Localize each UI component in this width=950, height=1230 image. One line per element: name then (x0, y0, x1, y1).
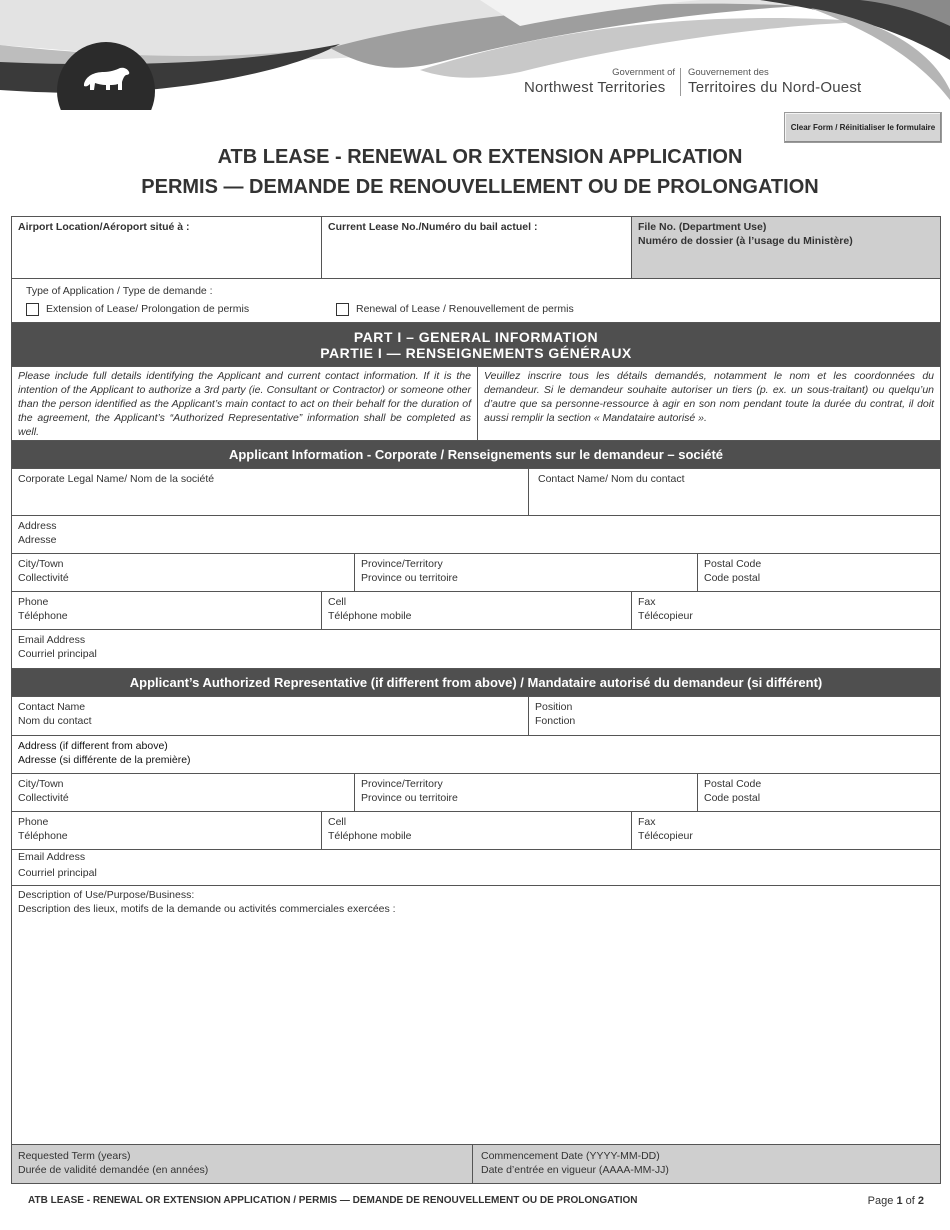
part1-header (12, 323, 940, 367)
page-current: 1 (896, 1195, 903, 1207)
rep-email-label-fr: Courriel principal (18, 867, 97, 879)
polar-bear-icon (80, 62, 132, 94)
gov-en (524, 68, 675, 95)
gov-fr (688, 68, 861, 95)
corporate-legal-name-label: Corporate Legal Name/ Nom de la société (18, 473, 215, 485)
page-of: of (905, 1195, 915, 1207)
renewal-option[interactable] (336, 302, 574, 316)
rep-email-label-en: Email Address (18, 851, 86, 863)
rep-fax-field[interactable] (632, 812, 940, 849)
requested-term-label-en: Requested Term (years) (18, 1150, 131, 1162)
lease-number-label: Current Lease No./Numéro du bail actuel : (328, 221, 538, 233)
rep-address-field[interactable] (12, 736, 940, 773)
applicant-phone-row (12, 592, 940, 630)
commencement-date-label-fr: Date d’entrée en vigueur (AAAA-MM-JJ) (481, 1164, 669, 1176)
description-label-fr: Description des lieux, motifs de la demande ou activités commerciales exercées : (18, 903, 396, 915)
file-number-label-en: File No. (Department Use) (638, 221, 767, 233)
requested-term-field[interactable] (12, 1145, 473, 1183)
top-fields-row (12, 217, 940, 279)
applicant-address-label-en: Address (18, 520, 57, 532)
airport-location-label: Airport Location/Aéroport situé à : (18, 221, 190, 233)
rep-province-label-fr: Province ou territoire (361, 792, 458, 804)
applicant-postal-label-en: Postal Code (704, 558, 762, 570)
commencement-date-label-en: Commencement Date (YYYY-MM-DD) (481, 1150, 660, 1162)
applicant-email-label-fr: Courriel principal (18, 648, 97, 660)
requested-term-label-fr: Durée de validité demandée (en années) (18, 1164, 209, 1176)
extension-checkbox[interactable] (26, 303, 39, 316)
applicant-province-field[interactable] (355, 554, 698, 591)
rep-address-label-en: Address (if different from above) (18, 740, 168, 752)
rep-fax-label-en: Fax (638, 816, 656, 828)
representative-header (12, 669, 940, 697)
applicant-fax-label-en: Fax (638, 596, 656, 608)
header-banner (0, 0, 950, 110)
rep-contact-row (12, 697, 940, 736)
renewal-label: Renewal of Lease / Renouvellement de permis (356, 303, 574, 315)
applicant-city-label-en: City/Town (18, 558, 64, 570)
description-row (12, 886, 940, 1145)
rep-cell-field[interactable] (322, 812, 632, 849)
footer-title: ATB LEASE - RENEWAL OR EXTENSION APPLICATION / PERMIS — DEMANDE DE RENOUVELLEMENT OU DE PROLONGATION (28, 1195, 638, 1206)
applicant-cell-label-fr: Téléphone mobile (328, 610, 412, 622)
applicant-email-field[interactable] (12, 630, 940, 668)
applicant-cell-label-en: Cell (328, 596, 347, 608)
gov-fr-small: Gouvernement des (688, 67, 769, 78)
applicant-city-row (12, 554, 940, 592)
rep-province-field[interactable] (355, 774, 698, 811)
clear-form-button[interactable]: Clear Form / Réinitialiser le formulaire (784, 112, 942, 143)
instructions-fr: Veuillez inscrire tous les détails demandés, notamment le nom et les coordonnées du demandeur. Si le demandeur souhaite autoriser un tiers (p. ex. un sous-traitant) ou quelqu’un d’autre que sa personne-ressource à agir en son nom pendant toute la durée du contrat, il doit aussi remplir la section « Mandataire autorisé ». (484, 370, 934, 424)
page-number (868, 1195, 924, 1207)
title-en: ATB LEASE - RENEWAL OR EXTENSION APPLICATION (217, 146, 743, 168)
rep-phone-label-fr: Téléphone (18, 830, 68, 842)
lease-number-field[interactable] (322, 217, 632, 278)
rep-contact-label-fr: Nom du contact (18, 715, 92, 727)
application-type-row (12, 279, 940, 323)
applicant-city-field[interactable] (12, 554, 355, 591)
rep-contact-label-en: Contact Name (18, 701, 86, 713)
applicant-address-label-fr: Adresse (18, 534, 57, 546)
applicant-name-row (12, 469, 940, 516)
rep-position-field[interactable] (529, 697, 940, 735)
rep-cell-label-en: Cell (328, 816, 347, 828)
part1-title-fr: PARTIE I — RENSEIGNEMENTS GÉNÉRAUX (320, 344, 632, 361)
applicant-contact-name-label: Contact Name/ Nom du contact (538, 473, 685, 485)
page-total: 2 (917, 1195, 924, 1207)
applicant-cell-field[interactable] (322, 592, 632, 629)
extension-option[interactable] (26, 302, 336, 316)
applicant-email-label-en: Email Address (18, 634, 86, 646)
applicant-address-row (12, 516, 940, 554)
commencement-date-field[interactable] (473, 1145, 940, 1183)
rep-province-label-en: Province/Territory (361, 778, 443, 790)
applicant-postal-field[interactable] (698, 554, 940, 591)
representative-header-text: Applicant’s Authorized Representative (if different from above) / Mandataire autorisé du demandeur (si différent) (129, 674, 823, 690)
rep-email-row (12, 850, 940, 886)
rep-postal-label-fr: Code postal (704, 792, 761, 804)
extension-label: Extension of Lease/ Prolongation de permis (46, 303, 250, 315)
rep-position-label-fr: Fonction (535, 715, 576, 727)
applicant-province-label-fr: Province ou territoire (361, 572, 458, 584)
application-form (11, 216, 941, 1184)
applicant-province-label-en: Province/Territory (361, 558, 443, 570)
applicant-city-label-fr: Collectivité (18, 572, 69, 584)
page-word: Page (867, 1195, 894, 1207)
term-row (12, 1145, 940, 1183)
description-label-en: Description of Use/Purpose/Business: (18, 889, 195, 901)
applicant-email-row (12, 630, 940, 669)
airport-location-field[interactable] (12, 217, 322, 278)
file-number-label-fr: Numéro de dossier (à l’usage du Ministère) (638, 235, 853, 247)
rep-address-row (12, 736, 940, 774)
part1-title-en: PART I – GENERAL INFORMATION (353, 328, 599, 345)
gov-fr-big: Territoires du Nord-Ouest (688, 78, 862, 96)
applicant-postal-label-fr: Code postal (704, 572, 761, 584)
rep-city-label-en: City/Town (18, 778, 64, 790)
rep-postal-label-en: Postal Code (704, 778, 762, 790)
corporate-legal-name-field[interactable] (12, 469, 529, 515)
file-number-field (632, 217, 940, 278)
application-type-label: Type of Application / Type de demande : (26, 285, 213, 297)
applicant-header (12, 441, 940, 469)
rep-city-label-fr: Collectivité (18, 792, 69, 804)
rep-fax-label-fr: Télécopieur (638, 830, 693, 842)
description-field[interactable] (12, 886, 940, 1144)
gov-en-big: Northwest Territories (524, 78, 666, 96)
renewal-checkbox[interactable] (336, 303, 349, 316)
rep-phone-field[interactable] (12, 812, 322, 849)
rep-cell-label-fr: Téléphone mobile (328, 830, 412, 842)
gov-en-small: Government of (612, 67, 675, 78)
instructions-row (12, 367, 940, 441)
rep-contact-name-field[interactable] (12, 697, 529, 735)
applicant-contact-name-field[interactable] (529, 469, 940, 515)
applicant-phone-label-en: Phone (18, 596, 49, 608)
applicant-phone-label-fr: Téléphone (18, 610, 68, 622)
gov-divider (680, 68, 681, 96)
applicant-address-field[interactable] (12, 516, 940, 553)
rep-address-label-fr: Adresse (si différente de la première) (18, 754, 191, 766)
rep-phone-row (12, 812, 940, 850)
instructions-en: Please include full details identifying the Applicant and current contact information. If it is the intention of the Applicant to authorize a 3rd party (ie. Consultant or Contractor) or someone other than the person identified as the Applicant’s main contact to act on their behalf for the duration of the agreement, the Applicant’s “Authorized Representative” information shall be completed as well. (12, 367, 478, 440)
rep-phone-label-en: Phone (18, 816, 49, 828)
rep-postal-field[interactable] (698, 774, 940, 811)
applicant-fax-field[interactable] (632, 592, 940, 629)
title-fr: PERMIS — DEMANDE DE RENOUVELLEMENT OU DE PROLONGATION (141, 176, 819, 198)
applicant-fax-label-fr: Télécopieur (638, 610, 693, 622)
rep-email-field[interactable] (12, 850, 940, 885)
rep-position-label-en: Position (535, 701, 573, 713)
rep-city-row (12, 774, 940, 812)
rep-city-field[interactable] (12, 774, 355, 811)
applicant-phone-field[interactable] (12, 592, 322, 629)
applicant-header-text: Applicant Information - Corporate / Renseignements sur le demandeur – société (228, 446, 724, 462)
